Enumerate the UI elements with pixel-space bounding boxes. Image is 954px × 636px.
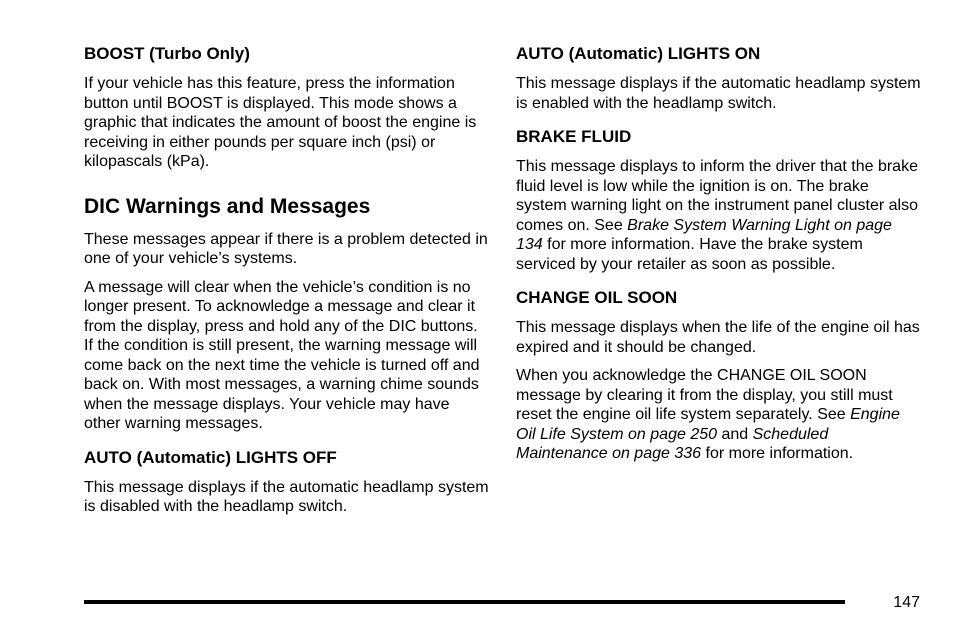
left-column	[84, 44, 489, 526]
boost-heading: BOOST (Turbo Only)	[84, 44, 250, 63]
brake-text-a: This message displays to inform the driver that the brake fluid level is low while the ignition is on. The brake system warning light on the instrument panel cluster also comes on. See	[516, 158, 918, 234]
footer-rule	[84, 600, 845, 604]
brake-text-b: for more information. Have the brake system serviced by your retailer as soon as possible.	[516, 236, 863, 273]
lights-on-heading: AUTO (Automatic) LIGHTS ON	[516, 44, 761, 63]
lights-on-paragraph: This message displays if the automatic headlamp system is enabled with the headlamp switch.	[516, 75, 921, 112]
boost-paragraph: If your vehicle has this feature, press the information button until BOOST is displayed. This mode shows a graphic that indicates the amount of boost the engine is receiving in either pounds per square inch (psi) or kilopascals (kPa).	[84, 75, 477, 170]
change-oil-paragraph-2	[516, 366, 921, 464]
change-oil-heading: CHANGE OIL SOON	[516, 288, 678, 307]
oil-text-a: When you acknowledge the CHANGE OIL SOON message by clearing it from the display, you still must reset the engine oil life system separately. See	[516, 367, 893, 423]
brake-fluid-heading: BRAKE FLUID	[516, 127, 632, 146]
dic-intro-paragraph: These messages appear if there is a problem detected in one of your vehicle’s systems.	[84, 230, 488, 267]
lights-off-heading: AUTO (Automatic) LIGHTS OFF	[84, 447, 337, 467]
brake-fluid-paragraph	[516, 157, 921, 274]
scheduled-maintenance-reference-link[interactable]: Scheduled Maintenance on page 336	[516, 425, 829, 462]
change-oil-paragraph-1: This message displays when the life of the engine oil has expired and it should be changed.	[516, 319, 920, 356]
dic-clear-paragraph: A message will clear when the vehicle’s condition is no longer present. To acknowledge a message and clear it from the display, press and hold any of the DIC buttons. If the condition is still present, the warning message will come back on the next time the vehicle is turned off and back on. With most messages, a warning chime sounds when the message displays. Your vehicle may have other warning messages.	[84, 278, 480, 432]
oil-text-b: and	[717, 425, 753, 443]
oil-text-c: for more information.	[701, 445, 854, 462]
lights-off-paragraph: This message displays if the automatic headlamp system is disabled with the headlamp switch.	[84, 478, 489, 515]
page-number: 147	[893, 594, 920, 611]
dic-section-heading: DIC Warnings and Messages	[84, 194, 371, 218]
oil-life-system-reference-link[interactable]: Engine Oil Life System on page 250	[516, 406, 900, 443]
brake-warning-reference-link[interactable]: Brake System Warning Light on page 134	[516, 216, 892, 253]
right-column	[516, 44, 921, 473]
